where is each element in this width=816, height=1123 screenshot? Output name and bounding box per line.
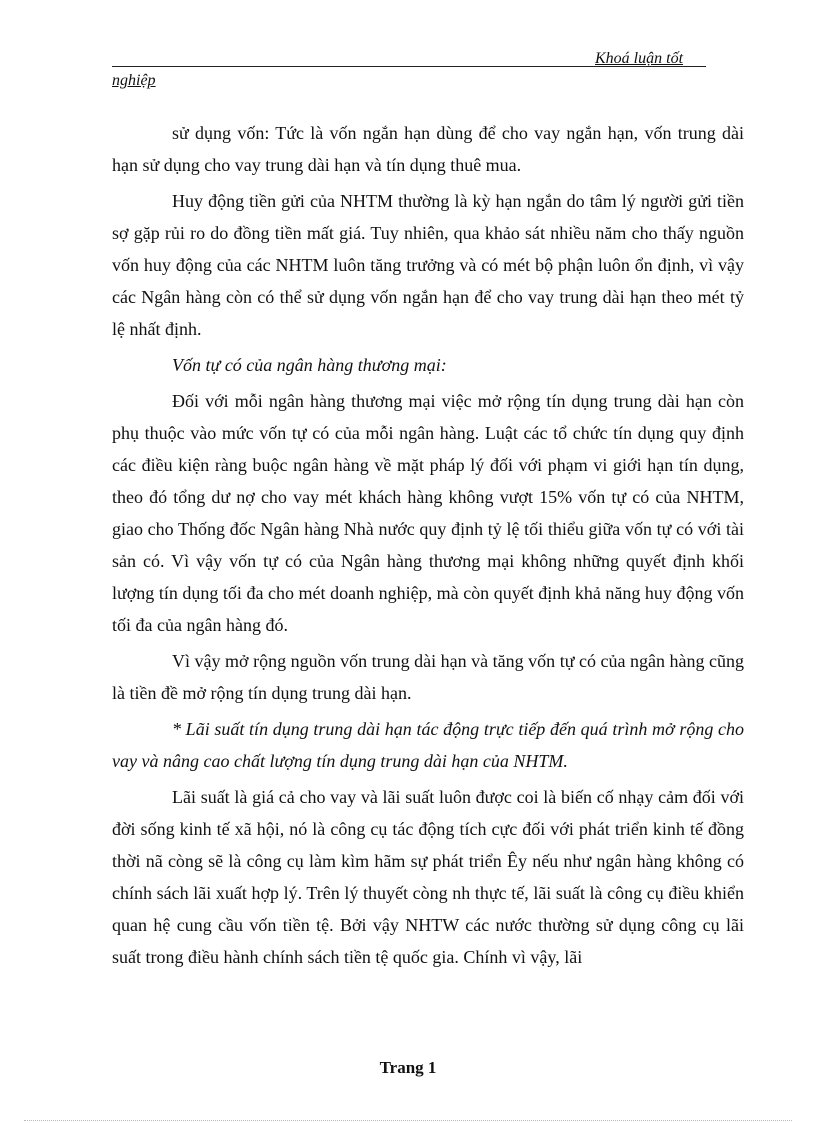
header-title-continued: nghiệp (112, 72, 156, 89)
italic-note: * Lãi suất tín dụng trung dài hạn tác động trực tiếp đến quá trình mở rộng cho vay và nâng cao chất lượng tín dụng trung dài hạn của NHTM. (112, 719, 744, 771)
header-rule (112, 66, 706, 67)
page-bottom-divider (24, 1120, 792, 1121)
paragraph-3: Đối với mỗi ngân hàng thương mại việc mở rộng tín dụng trung dài hạn còn phụ thuộc vào mức vốn tự có của mỗi ngân hàng. Luật các tổ chức tín dụng quy định các điều kiện ràng buộc ngân hàng về mặt pháp lý đối với phạm vi giới hạn tín dụng, theo đó tổng dư nợ cho vay mét khách hàng không vượt 15% vốn tự có của NHTM, giao cho Thống đốc Ngân hàng Nhà nước quy định tỷ lệ tối thiểu giữa vốn tự có với tài sản có. Vì vậy vốn tự có của Ngân hàng thương mại không những quyết định khối lượng tín dụng tối đa cho mét doanh nghiệp, mà còn quyết định khả năng huy động vốn tối đa của ngân hàng đó. (112, 391, 744, 635)
paragraph-4: Vì vậy mở rộng nguồn vốn trung dài hạn và tăng vốn tự có của ngân hàng cũng là tiền đề mở rộng tín dụng trung dài hạn. (112, 651, 744, 703)
paragraph-2: Huy động tiền gửi của NHTM thường là kỳ hạn ngắn do tâm lý người gửi tiền sợ gặp rủi ro do đồng tiền mất giá. Tuy nhiên, qua khảo sát nhiều năm cho thấy nguồn vốn huy động của các NHTM luôn tăng trưởng và có mét bộ phận luôn ổn định, vì vậy các Ngân hàng còn có thể sử dụng vốn ngắn hạn để cho vay trung dài hạn theo mét tỷ lệ nhất định. (112, 191, 744, 339)
document-body (112, 117, 744, 973)
paragraph-1: sử dụng vốn: Tức là vốn ngắn hạn dùng để cho vay ngắn hạn, vốn trung dài hạn sử dụng cho vay trung dài hạn và tín dụng thuê mua. (112, 123, 744, 175)
header-title: Khoá luận tốt (595, 50, 684, 67)
page-number: Trang 1 (379, 1058, 437, 1077)
paragraph-5: Lãi suất là giá cả cho vay và lãi suất luôn được coi là biến cố nhạy cảm đối với đời sống kinh tế xã hội, nó là công cụ tác động tích cực đối với phát triển kinh tế đồng thời nã còng sẽ là công cụ làm kìm hãm sự phát triển Êy nếu như ngân hàng không có chính sách lãi xuất hợp lý. Trên lý thuyết còng nh thực tế, lãi suất là công cụ điều khiển quan hệ cung cầu vốn tiền tệ. Bởi vậy NHTW các nước thường sử dụng công cụ lãi suất trong điều hành chính sách tiền tệ quốc gia. Chính vì vậy, lãi (112, 787, 744, 967)
section-heading: Vốn tự có của ngân hàng thương mại: (172, 355, 447, 375)
